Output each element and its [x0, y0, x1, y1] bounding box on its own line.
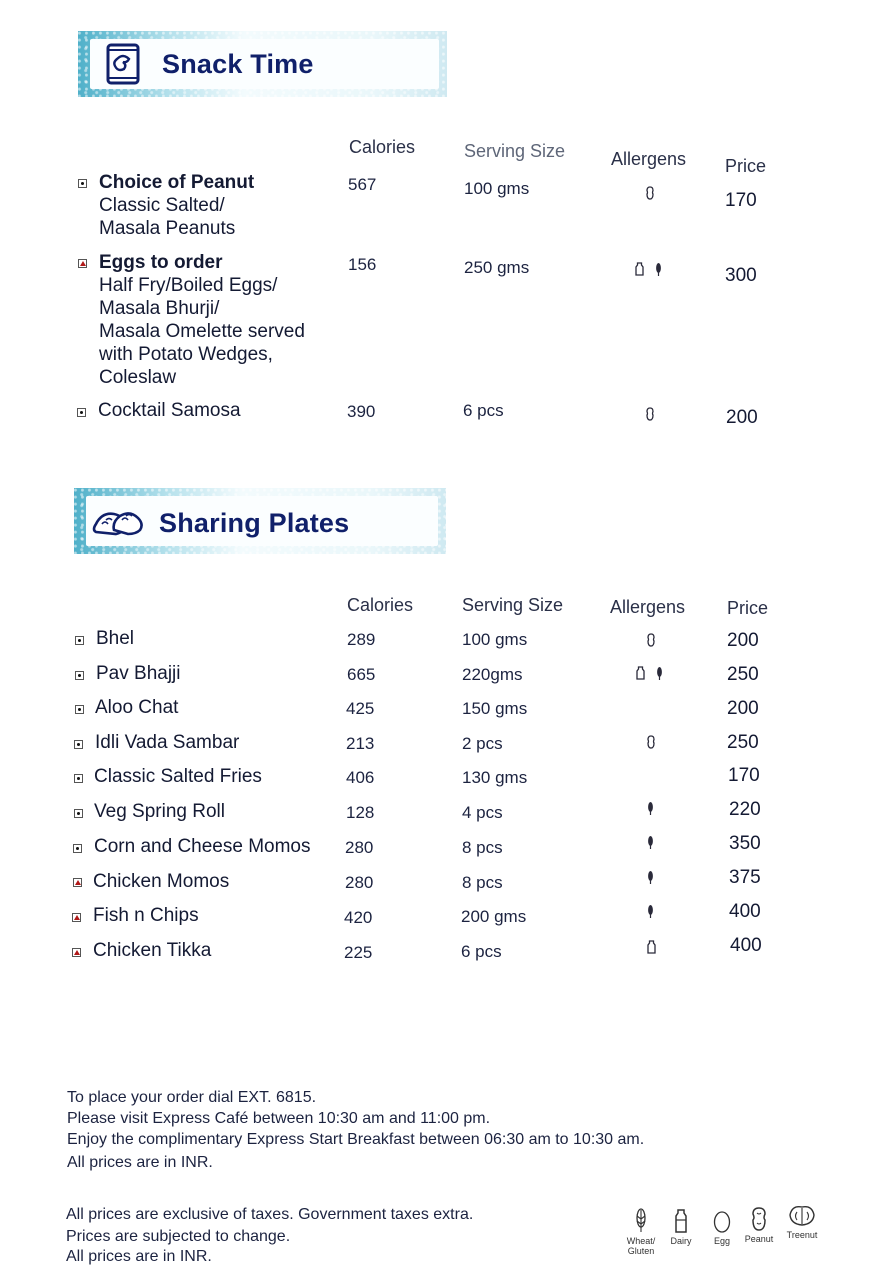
menu-item-name: Chicken Momos: [93, 871, 230, 892]
section-title: Sharing Plates: [159, 508, 350, 538]
item-serving: 8 pcs: [462, 838, 503, 857]
item-price: 200: [727, 698, 759, 719]
item-price: 250: [727, 732, 759, 753]
legend-label: Treenut: [786, 1230, 818, 1240]
wheat-icon: [647, 801, 654, 815]
menu-item-name: Bhel: [96, 628, 135, 649]
peanut-icon: [751, 1206, 767, 1232]
item-calories: 280: [345, 873, 374, 892]
footer-order-info: To place your order dial EXT. 6815.: [67, 1089, 317, 1106]
item-name: Choice of Peanut: [99, 172, 255, 193]
column-header-serving-size: Serving Size: [462, 595, 564, 615]
menu-item-eggs-to-order: [99, 251, 305, 389]
item-desc: Classic Salted/: [99, 195, 225, 216]
legend-peanut: [742, 1206, 776, 1244]
item-desc: Coleslaw: [99, 367, 177, 388]
non-veg-marker-icon: [72, 913, 81, 922]
item-calories: 156: [348, 255, 377, 274]
item-calories: 289: [347, 630, 376, 649]
legend-label: Dairy: [670, 1236, 692, 1246]
item-desc: with Potato Wedges,: [99, 344, 273, 365]
footer-price-change-note: Prices are subjected to change.: [66, 1228, 291, 1245]
non-veg-marker-icon: [78, 259, 87, 268]
veg-marker-icon: [73, 844, 82, 853]
item-serving: 6 pcs: [463, 401, 504, 420]
veg-marker-icon: [74, 774, 83, 783]
non-veg-marker-icon: [72, 948, 81, 957]
item-serving: 8 pcs: [462, 873, 503, 892]
item-serving: 250 gms: [464, 258, 530, 277]
item-price: 250: [727, 664, 759, 685]
item-serving: 4 pcs: [462, 803, 503, 822]
column-header-allergens: Allergens: [610, 597, 686, 617]
wheat-icon: [655, 262, 662, 276]
peanut-icon: [646, 407, 654, 421]
section-banner-snack-time: [78, 31, 447, 97]
wheat-icon: [647, 870, 654, 884]
menu-item-name: Veg Spring Roll: [94, 801, 225, 822]
menu-item-name: Corn and Cheese Momos: [94, 836, 311, 857]
item-calories: 390: [347, 402, 376, 421]
section-banner-sharing-plates: [74, 488, 446, 554]
footer-breakfast-info: Enjoy the complimentary Express Start Breakfast between 06:30 am to 10:30 am.: [67, 1131, 645, 1148]
legend-dairy: [666, 1208, 696, 1246]
dairy-icon: [674, 1208, 688, 1234]
footer-tax-note: All prices are exclusive of taxes. Government taxes extra.: [66, 1206, 474, 1223]
wheat-icon: [656, 666, 663, 680]
menu-item-name: Chicken Tikka: [93, 940, 212, 961]
item-calories: 280: [345, 838, 374, 857]
item-serving: 220gms: [462, 665, 523, 684]
item-calories: 665: [347, 665, 376, 684]
item-price: 170: [728, 765, 760, 786]
item-serving: 150 gms: [462, 699, 528, 718]
item-name: Eggs to order: [99, 252, 223, 273]
wheat-icon: [647, 835, 654, 849]
wheat-icon: [647, 904, 654, 918]
dumpling-icon: [92, 504, 144, 540]
item-price: 400: [730, 935, 762, 956]
legend-label: Egg: [713, 1236, 730, 1246]
item-price: 220: [729, 799, 761, 820]
footer-currency-note: All prices are in INR.: [66, 1248, 212, 1265]
legend-label: Peanut: [744, 1234, 774, 1244]
item-calories: 225: [344, 943, 373, 962]
item-calories: 213: [346, 734, 375, 753]
menu-item-choice-of-peanut: [99, 171, 254, 240]
legend-wheat: [622, 1208, 660, 1256]
item-desc: Half Fry/Boiled Eggs/: [99, 275, 278, 296]
item-serving: 6 pcs: [461, 942, 502, 961]
treenut-icon: [788, 1204, 816, 1228]
item-calories: 420: [344, 908, 373, 927]
item-price: 350: [729, 833, 761, 854]
column-header-allergens: Allergens: [611, 149, 687, 169]
egg-icon: [713, 1208, 731, 1234]
menu-item-name: Aloo Chat: [95, 697, 179, 718]
item-desc: Masala Bhurji/: [99, 298, 220, 319]
item-price: 375: [729, 867, 761, 888]
column-header-price: Price: [727, 598, 769, 618]
footer-currency-info: All prices are in INR.: [67, 1154, 213, 1171]
veg-marker-icon: [74, 809, 83, 818]
item-name: Cocktail Samosa: [98, 400, 241, 421]
footer-visit-info: Please visit Express Café between 10:30 am and 11:00 pm.: [67, 1110, 491, 1127]
item-serving: 2 pcs: [462, 734, 503, 753]
item-calories: 128: [346, 803, 375, 822]
item-price: 300: [725, 265, 757, 286]
menu-item-name: Fish n Chips: [93, 905, 199, 926]
item-serving: 200 gms: [461, 907, 527, 926]
peanut-icon: [646, 186, 654, 200]
column-header-calories: Calories: [349, 137, 416, 157]
snack-packet-icon: [105, 42, 141, 86]
legend-treenut: [783, 1204, 821, 1240]
menu-item-cocktail-samosa: [98, 399, 241, 422]
veg-marker-icon: [78, 179, 87, 188]
dairy-icon: [647, 940, 656, 954]
wheat-icon: [635, 1208, 647, 1234]
column-header-serving-size: Serving Size: [464, 141, 566, 161]
item-calories: 406: [346, 768, 375, 787]
column-header-calories: Calories: [347, 595, 414, 615]
veg-marker-icon: [75, 705, 84, 714]
item-serving: 100 gms: [462, 630, 528, 649]
item-calories: 567: [348, 175, 377, 194]
legend-egg: [708, 1208, 736, 1246]
veg-marker-icon: [77, 408, 86, 417]
column-header-price: Price: [725, 156, 767, 176]
item-desc: Masala Omelette served: [99, 321, 305, 342]
peanut-icon: [647, 633, 655, 647]
legend-label: Wheat/ Gluten: [626, 1236, 656, 1256]
item-calories: 425: [346, 699, 375, 718]
section-title: Snack Time: [162, 49, 314, 79]
menu-item-name: Classic Salted Fries: [94, 766, 262, 787]
menu-item-name: Pav Bhajji: [96, 663, 181, 684]
item-serving: 130 gms: [462, 768, 528, 787]
dairy-icon: [635, 262, 644, 276]
item-desc: Masala Peanuts: [99, 218, 236, 239]
veg-marker-icon: [75, 636, 84, 645]
item-price: 400: [729, 901, 761, 922]
non-veg-marker-icon: [73, 878, 82, 887]
item-serving: 100 gms: [464, 179, 530, 198]
peanut-icon: [647, 735, 655, 749]
veg-marker-icon: [74, 740, 83, 749]
veg-marker-icon: [75, 671, 84, 680]
dairy-icon: [636, 666, 645, 680]
item-price: 200: [727, 630, 759, 651]
item-price: 170: [725, 190, 757, 211]
menu-item-name: Idli Vada Sambar: [95, 732, 240, 753]
item-price: 200: [726, 407, 758, 428]
